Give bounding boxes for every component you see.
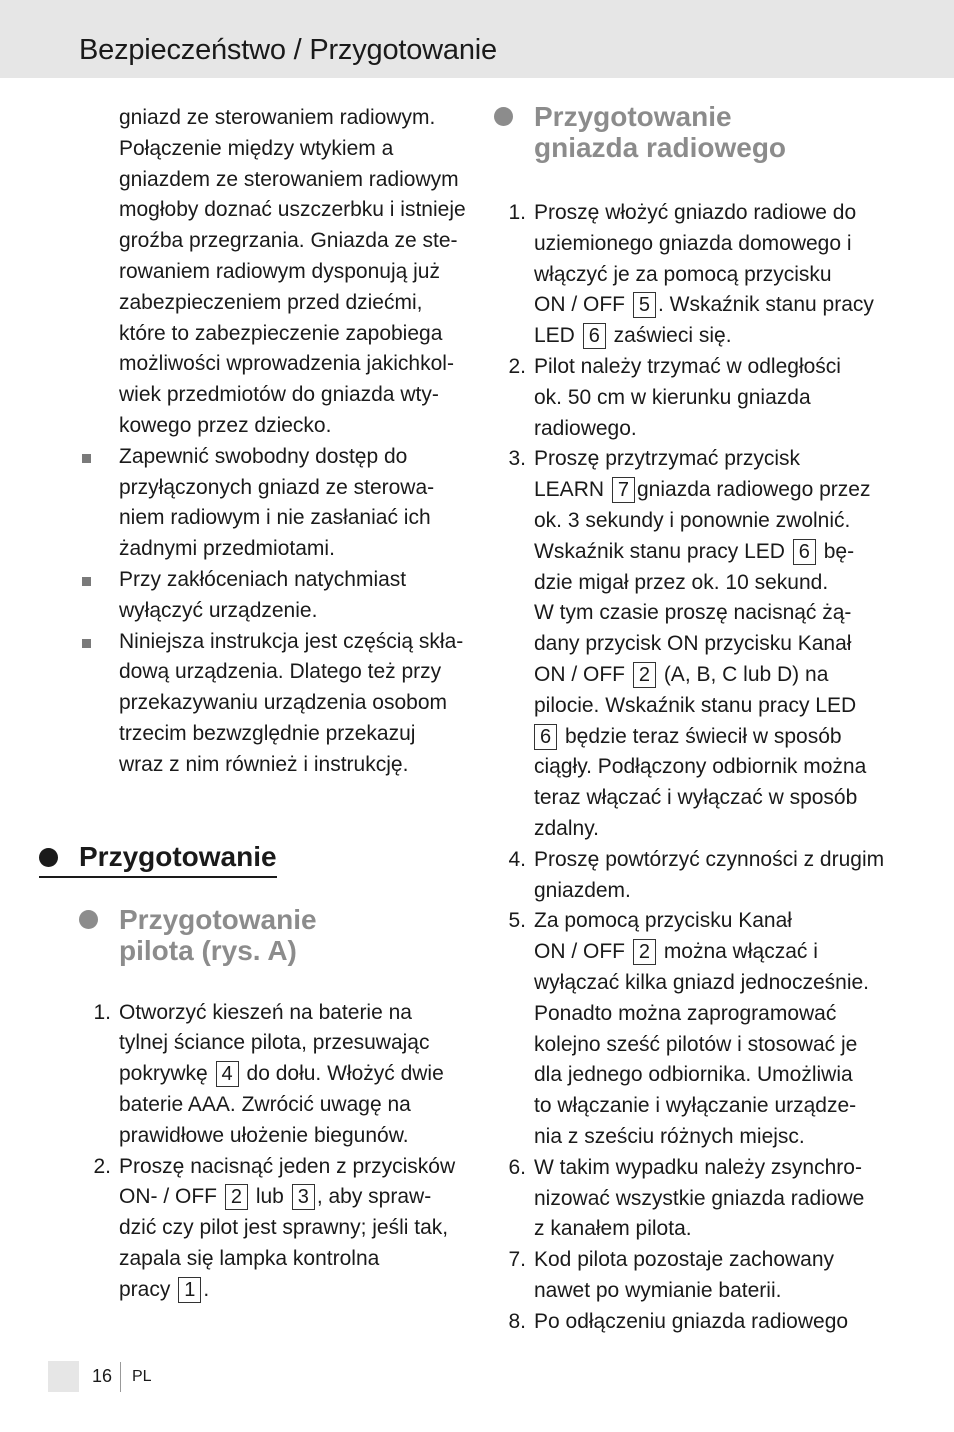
page-title: Bezpieczeństwo / Przygotowanie: [79, 34, 497, 66]
square-bullet-icon: [82, 639, 91, 648]
list-item: [494, 444, 886, 844]
text-line: gniazdem ze sterowaniem radiowym: [119, 167, 459, 191]
ref-number-box: 2: [633, 662, 656, 688]
ref-number-box: 2: [225, 1184, 248, 1210]
socket-steps: [494, 198, 886, 1337]
text-line: zdalny.: [534, 816, 599, 840]
text-line: niem radiowym i nie zasłaniać ich: [119, 506, 431, 530]
heading-line: Przygotowanie: [534, 101, 732, 132]
ref-number-box: 5: [633, 292, 656, 318]
text-line: Za pomocą przycisku Kanał: [534, 909, 792, 933]
ref-number-box: 2: [633, 939, 656, 965]
list-number: 1.: [508, 201, 526, 224]
text-line: wyłączać kilka gniazd jednocześnie.: [534, 970, 870, 994]
text-line: Kod pilota pozostaje zachowany: [534, 1248, 835, 1272]
text-line: Przy zakłóceniach natychmiast: [119, 567, 407, 591]
bullet-dot-icon: [494, 107, 513, 126]
list-item: [494, 198, 886, 352]
section-heading-socket: [494, 101, 886, 163]
text-line: nia z sześciu różnych miejsc.: [534, 1124, 805, 1148]
text-line: ok. 50 cm w kierunku gniazda: [534, 385, 811, 409]
ref-number-box: 7: [612, 477, 635, 503]
list-number: 6.: [508, 1155, 526, 1179]
square-bullet-icon: [82, 454, 91, 463]
text-line: 6 będzie teraz świecił w sposób: [534, 722, 886, 753]
text-line: wraz z nim również i instrukcję.: [119, 752, 409, 776]
bullet-dot-icon: [79, 910, 98, 929]
section-underline: [39, 841, 277, 878]
page-number: 16: [92, 1366, 113, 1386]
heading-line: gniazda radiowego: [534, 132, 787, 163]
text-line: groźba przegrzania. Gniazda ze ste-: [119, 229, 458, 253]
list-number: 8.: [508, 1309, 526, 1333]
text-line: kolejno sześć pilotów i stosować je: [534, 1032, 858, 1056]
footer-divider: [120, 1362, 121, 1392]
text-line: Proszę włożyć gniazdo radiowe do: [534, 201, 857, 224]
text-line: dany przycisk ON przycisku Kanał: [534, 632, 852, 656]
text-line: W takim wypadku należy zsynchro-: [534, 1155, 862, 1179]
text-line: możliwości wprowadzenia jakichkol-: [119, 352, 454, 376]
list-item: [494, 906, 886, 1152]
text-line: przekazywaniu urządzenia osobom: [119, 691, 448, 715]
list-number: 5.: [508, 909, 526, 933]
text-line: Ponadto można zaprogramować: [534, 1001, 837, 1025]
heading-line: Przygotowanie: [119, 903, 317, 935]
right-column: [494, 101, 886, 1337]
list-number: 2.: [93, 1154, 111, 1178]
list-number: 4.: [508, 847, 526, 871]
remote-steps: [79, 998, 469, 1306]
text-line: Połączenie między wtykiem a: [119, 136, 394, 160]
text-line: nawet po wymianie baterii.: [534, 1278, 782, 1302]
ref-number-box: 1: [178, 1277, 201, 1303]
text-line: dową urządzenia. Dlatego też przy: [119, 660, 442, 684]
text-line: Proszę przytrzymać przycisk: [534, 447, 801, 471]
left-column: [79, 103, 469, 1306]
list-number: 2.: [508, 354, 526, 378]
section-heading-main: [39, 841, 469, 878]
language-code: PL: [132, 1368, 152, 1385]
text-line: Otworzyć kieszeń na baterie na: [119, 1000, 412, 1024]
text-line: mogłoby doznać uszczerbku i istnieje: [119, 198, 466, 222]
text-line: Proszę powtórzyć czynności z drugim: [534, 847, 885, 871]
intro-paragraph: [79, 103, 469, 442]
text-line: wyłączyć urządzenie.: [119, 598, 318, 622]
section-heading-remote: [79, 904, 469, 966]
text-line: pokrywkę 4 do dołu. Włożyć dwie: [119, 1062, 444, 1086]
text-line: ciągły. Podłączony odbiornik można: [534, 755, 867, 779]
text-line: ON / OFF 5 . Wskaźnik stanu pracy: [534, 293, 874, 317]
text-line: ON- / OFF 2 lub 3 , aby spraw-: [119, 1185, 432, 1209]
text-line: rowaniem radiowym dysponują już: [119, 259, 440, 283]
ref-number-box: 6: [583, 323, 606, 349]
text-line: kowego przez dziecko.: [119, 413, 332, 437]
list-item: [494, 1245, 886, 1307]
text-line: baterie AAA. Zwrócić uwagę na: [119, 1092, 411, 1116]
text-line: Zapewnić swobodny dostęp do: [119, 444, 408, 468]
section-title: Przygotowanie: [79, 840, 277, 872]
list-item: [494, 1153, 886, 1245]
text-line: radiowego.: [534, 416, 637, 440]
text-line: trzecim bezwzględnie przekazuj: [119, 721, 416, 745]
text-line: tylnej ściance pilota, przesuwając: [119, 1031, 430, 1055]
square-bullet-icon: [82, 577, 91, 586]
text-line: gniazdem.: [534, 878, 631, 902]
text-line: ON / OFF 2 (A, B, C lub D) na: [534, 662, 829, 686]
bullet-item: [79, 442, 469, 565]
text-line: z kanałem pilota.: [534, 1217, 692, 1241]
text-line: nizować wszystkie gniazda radiowe: [534, 1186, 865, 1210]
text-line: włączyć je za pomocą przycisku: [534, 262, 832, 286]
heading-line: pilota (rys. A): [119, 934, 297, 966]
bullet-item: [79, 565, 469, 627]
text-line: które to zabezpieczenie zapobiega: [119, 321, 443, 345]
list-number: 3.: [508, 447, 526, 471]
bullet-item: [79, 627, 469, 781]
bullet-dot-icon: [39, 848, 58, 867]
text-line: LEARN 7 gniazda radiowego przez: [534, 478, 871, 502]
ref-number-box: 4: [216, 1061, 239, 1087]
list-item: [79, 1152, 469, 1306]
text-line: W tym czasie proszę nacisnąć żą-: [534, 601, 852, 625]
footer-marker: [48, 1361, 79, 1392]
text-line: żadnymi przedmiotami.: [119, 537, 335, 561]
text-line: teraz włączać i wyłączać w sposób: [534, 786, 858, 810]
list-item: [494, 352, 886, 444]
text-line: LED 6 zaświeci się.: [534, 324, 732, 348]
text-line: uziemionego gniazda domowego i: [534, 231, 852, 255]
list-item: [494, 845, 886, 907]
text-line: ok. 3 sekundy i ponownie zwolnić.: [534, 508, 851, 532]
text-line: dzić czy pilot jest sprawny; jeśli tak,: [119, 1216, 449, 1240]
ref-number-box: 6: [793, 539, 816, 565]
text-line: zapala się lampka kontrolna: [119, 1246, 380, 1270]
text-line: to włączanie i wyłączanie urządze-: [534, 1094, 857, 1118]
page-header: [0, 0, 954, 78]
text-line: przyłączonych gniazd ze sterowa-: [119, 475, 435, 499]
text-line: dla jednego odbiornika. Umożliwia: [534, 1063, 853, 1087]
ref-number-box: 6: [534, 724, 557, 750]
ref-number-box: 3: [292, 1184, 315, 1210]
text-line: Niniejsza instrukcja jest częścią skła-: [119, 629, 464, 653]
text-line: Pilot należy trzymać w odległości: [534, 354, 841, 378]
text-line: dzie migał przez ok. 10 sekund.: [534, 570, 829, 594]
text-line: Po odłączeniu gniazda radiowego: [534, 1309, 849, 1333]
text-line: prawidłowe ułożenie biegunów.: [119, 1123, 409, 1147]
text-line: pilocie. Wskaźnik stanu pracy LED: [534, 693, 857, 717]
text-line: Wskaźnik stanu pracy LED 6 bę-: [534, 539, 855, 563]
text-line: gniazd ze sterowaniem radiowym.: [119, 106, 436, 129]
list-number: 7.: [508, 1248, 526, 1272]
text-line: zabezpieczeniem przed dziećmi,: [119, 290, 423, 314]
list-item: [79, 998, 469, 1152]
list-item: [494, 1307, 886, 1338]
text-line: ON / OFF 2 można włączać i: [534, 940, 818, 964]
list-number: 1.: [93, 1000, 111, 1024]
text-line: pracy 1 .: [119, 1277, 210, 1301]
text-line: Proszę nacisnąć jeden z przycisków: [119, 1154, 456, 1178]
text-line: wiek przedmiotów do gniazda wty-: [119, 383, 439, 407]
